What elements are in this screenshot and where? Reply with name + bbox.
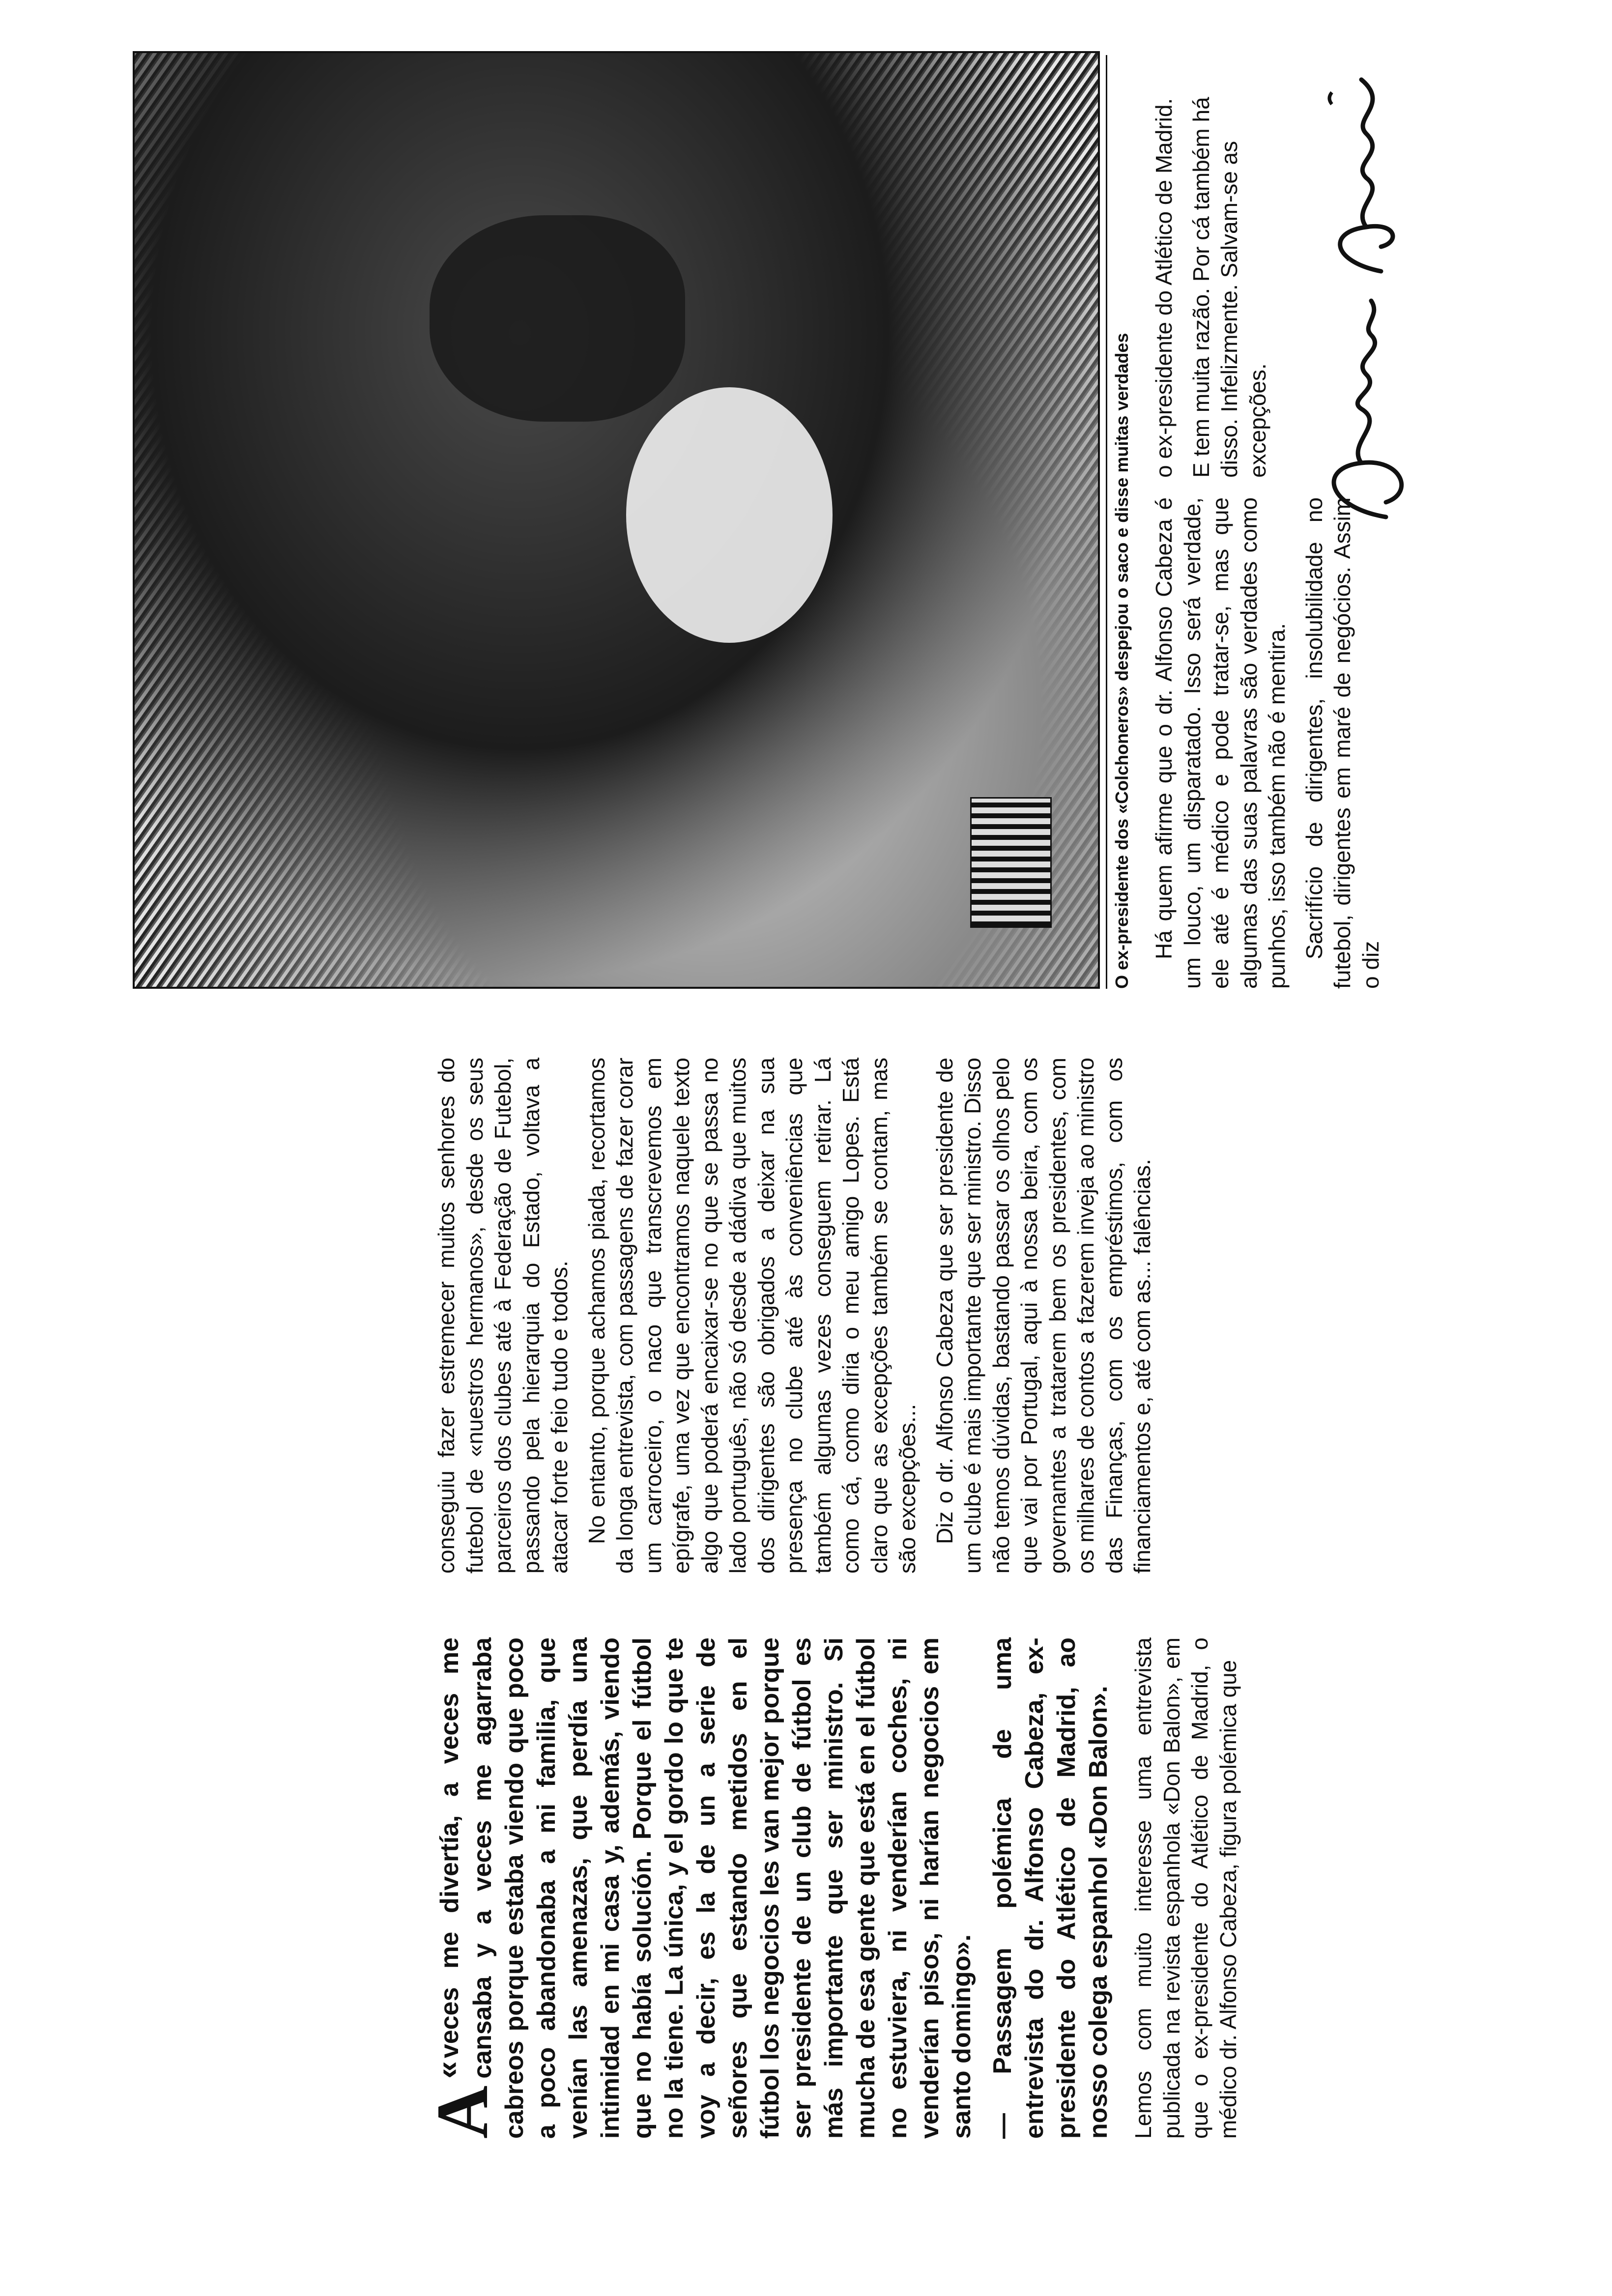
handwritten-signature bbox=[1288, 45, 1445, 537]
body-column bbox=[432, 1058, 1166, 1574]
dropcap-letter: A bbox=[422, 2085, 503, 2139]
body-paragraph: Diz o dr. Alfonso Cabeza que ser presidente de um clube é mais importante que ser ministro. Disso não temos dúvidas, bastando passar os olhos pelo que vai por Portugal, aqui à nossa beira, com os governantes a tratarem bem os presidentes, com os milhares de contos a fazerem inveja ao ministro das Finanças, com os empréstimos, com os financiamentos e, até com as... falências. bbox=[931, 1058, 1155, 1574]
comment-paragraph: Há quem afirme que o dr. Alfonso Cabeza é um louco, um disparatado. Isso será verdade, ele até é médico e pode tratar-se, mas que algumas das suas palavras são verdades como punhos, isso também não é mentira. bbox=[1151, 497, 1290, 989]
body-paragraph: conseguiu fazer estremecer muitos senhores do futebol de «nuestros hermanos», desde os seus parceiros dos clubes até à Federação de Futebol, passando pela hierarquia do Estado, voltava a atacar forte e feio tudo e todos. bbox=[433, 1058, 572, 1574]
comment-column bbox=[1150, 497, 1394, 989]
photo-caption: O ex-presidente dos «Colchoneros» despejou o saco e disse muitas verdades bbox=[1112, 333, 1132, 989]
quote-text: veces me divertía, a veces me cansaba y a veces me agarraba cabreos porque estaba viendo que poco a poco abandonaba a mi familia, que venían las amenazas, que perdía una intimidad en mi casa y, además, viendo que no había solución. Porque el fútbol no la tiene. La única, y el gordo lo que te voy a decir, es la de un a serie de señores que estando metidos en el fútbol los negocios les van mejor porque ser presidente de un club de fútbol es más importante que ser ministro. Si mucha de esa gente que está en el fútbol no estuviera, ni venderían coches, ni venderían pisos, ni harían negocios em santo domingo». bbox=[435, 1637, 976, 2139]
quote-column bbox=[422, 1637, 1251, 2139]
caption-rule bbox=[1106, 55, 1107, 989]
photo-face-shape bbox=[430, 215, 685, 422]
spanish-quote bbox=[422, 1637, 978, 2139]
photo-sign-plate bbox=[970, 797, 1052, 928]
body-paragraph: No entanto, porque achamos piada, recortamos da longa entrevista, com passagens de fazer corar um carroceiro, o naco que transcrevemos em epígrafe, uma vez que encontramos naquele texto algo que poderá encaixar-se no que se passa no lado português, não só desde a dádiva que muitos dos dirigentes são obrigados a deixar na sua presença no clube até às conveniências que também algumas vezes conseguem retirar. Lá como cá, como diria o meu amigo Lopes. Está claro que as excepções também se contam, mas são excepções... bbox=[583, 1058, 920, 1574]
quote-lead: — Passagem polémica de uma entrevista do dr. Alfonso Cabeza, ex-presidente do Atlético de Madrid, ao nosso colega espanhol «Don Balon». bbox=[988, 1637, 1113, 2139]
comment-paragraph: Sacrifício de dirigentes, insolubilidade no futebol, dirigentes em maré de negócios. Assim o diz bbox=[1301, 497, 1383, 989]
comment-column-2 bbox=[1150, 60, 1281, 478]
comment-paragraph: E tem muita razão. Por cá também há disso. Infelizmente. Salvam-se as excepções. bbox=[1188, 97, 1270, 478]
photo-hand-shape bbox=[626, 387, 833, 643]
intro-paragraph: Lemos com muito interesse uma entrevista publicada na revista espanhola «Don Balon», em que o ex-presidente do Atlético de Madrid, o médico dr. Alfonso Cabeza, figura polémica que bbox=[1130, 1637, 1241, 2139]
comment-paragraph: o ex-presidente do Atlético de Madrid. bbox=[1151, 98, 1177, 478]
quote-open-mark: « bbox=[430, 2061, 465, 2079]
photo-alfonso-cabeza bbox=[133, 51, 1100, 989]
